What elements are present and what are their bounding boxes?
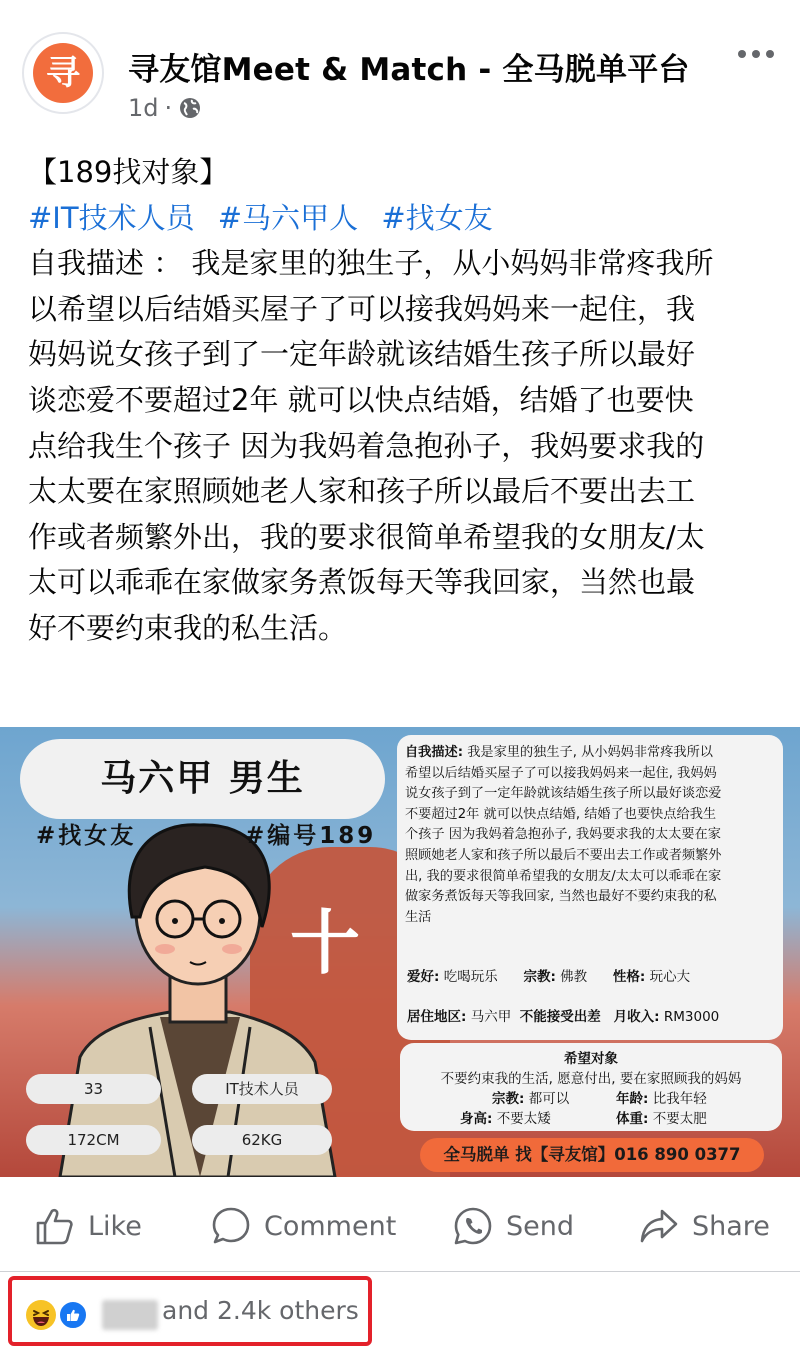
hashtag-it[interactable]: #IT技术人员	[28, 200, 195, 235]
comment-label: Comment	[264, 1210, 397, 1242]
reactions-summary[interactable]	[8, 1276, 372, 1346]
wish-religion: 宗教: 都可以	[492, 1091, 570, 1107]
post-body-line: 好不要约束我的私生活。	[28, 610, 348, 645]
age-pill: 33	[26, 1074, 161, 1104]
travel-note: 不能接受出差	[519, 1009, 601, 1025]
post-body-line: 谈恋爱不要超过2年 就可以快点结婚，结婚了也要快	[28, 382, 694, 417]
comment-button[interactable]	[210, 1202, 396, 1250]
share-arrow-icon	[638, 1205, 680, 1247]
religion-value: 佛教	[560, 969, 588, 985]
post-meta	[128, 94, 202, 122]
desc-label: 自我描述:	[405, 745, 464, 760]
post-body-line: 太太要在家照顾她老人家和孩子所以最后不要出去工	[28, 474, 696, 509]
job-pill: IT技术人员	[192, 1074, 332, 1104]
wish-line: 不要约束我的生活, 愿意付出, 要在家照顾我的妈妈	[440, 1071, 742, 1087]
contact-pill: 全马脱单 找【寻友馆】016 890 0377	[420, 1138, 764, 1172]
wish-box	[400, 1043, 782, 1131]
whatsapp-icon	[452, 1205, 494, 1247]
thumbs-up-icon	[34, 1205, 76, 1247]
meta-separator: ·	[164, 94, 173, 122]
post-body-line: 点给我生个孩子 因为我妈着急抱孙子，我妈要求我的	[28, 428, 705, 463]
poster-tag-right: #编号189	[245, 823, 377, 849]
like-label: Like	[88, 1210, 142, 1242]
reactions-count-text: and 2.4k others	[162, 1296, 359, 1325]
church-cross: 十	[290, 902, 360, 984]
wish-weight: 体重: 不要太肥	[616, 1111, 707, 1127]
post-action-bar	[0, 1180, 800, 1272]
post-body-line: 自我描述 ： 我是家里的独生子，从小妈妈非常疼我所	[28, 246, 714, 281]
like-reaction-icon	[58, 1300, 88, 1330]
like-button[interactable]	[34, 1202, 142, 1250]
post-body-line: 妈妈说女孩子到了一定年龄就该结婚生孩子所以最好	[28, 337, 696, 372]
post-image[interactable]	[0, 727, 800, 1177]
post-body-line: 作或者频繁外出，我的要求很简单希望我的女朋友/太	[28, 519, 705, 554]
post-text	[28, 150, 780, 652]
more-options-button[interactable]	[738, 44, 782, 64]
poster-title: 马六甲 男生	[20, 739, 385, 819]
attribute-row: 爱好: 吃喝玩乐 宗教: 佛教 性格: 玩心大	[407, 969, 691, 985]
share-label: Share	[692, 1210, 770, 1242]
height-pill: 172CM	[26, 1125, 161, 1155]
area-value: 马六甲	[470, 1009, 512, 1025]
comment-bubble-icon	[210, 1205, 252, 1247]
wish-height: 身高: 不要太矮	[460, 1111, 551, 1127]
share-button[interactable]	[638, 1202, 770, 1250]
hashtag-row	[28, 196, 780, 242]
weight-pill: 62KG	[192, 1125, 332, 1155]
page-name[interactable]: 寻友馆Meet & Match - 全马脱单平台	[128, 52, 690, 88]
poster-description: 自我描述: 我是家里的独生子, 从小妈妈非常疼我所以 希望以后结婚买屋子了可以接我妈妈来一起住, 我妈妈 说女孩子到了一定年龄就该结婚生孩子所以最好谈恋爱 不要超过2年 就可以快点结婚, 结婚了也要快点给我生 个孩子 因为我妈着急抱孙子, 我妈要求我的太太要在家 照顾她老人家和孩子所以最后不要出去工作或者频繁外 出, 我的要求很简单希望我的女朋友/太太可以乖乖在家 做家务煮饭每天等我回家, 当然也最好不要约束我的私 生活	[405, 745, 722, 925]
post-time[interactable]: 1d	[128, 94, 159, 122]
page-avatar-logo: 寻	[33, 43, 93, 103]
attribute-row: 居住地区: 马六甲 不能接受出差 月收入: RM3000	[407, 1009, 720, 1025]
blurred-name	[102, 1300, 158, 1330]
post-title-line: 【189找对象】	[28, 155, 229, 189]
hashtag-find-gf[interactable]: #找女友	[381, 200, 493, 235]
post-header	[0, 0, 800, 140]
poster-description-box	[397, 735, 783, 1040]
hobby-value: 吃喝玩乐	[443, 969, 498, 985]
send-button[interactable]	[452, 1202, 574, 1250]
globe-icon	[178, 96, 202, 120]
post-body-line: 太可以乖乖在家做家务煮饭每天等我回家，当然也最	[28, 565, 696, 600]
personality-value: 玩心大	[649, 969, 691, 985]
wish-title: 希望对象	[564, 1051, 618, 1067]
send-label: Send	[506, 1210, 575, 1242]
post-body-line: 以希望以后结婚买屋子了可以接我妈妈来一起住，我	[28, 291, 696, 326]
haha-icon	[26, 1300, 56, 1330]
income-value: RM3000	[663, 1009, 720, 1025]
more-dots-icon	[738, 50, 746, 58]
page-avatar[interactable]	[22, 32, 104, 114]
poster-tag-left: #找女友	[36, 823, 137, 849]
wish-age: 年龄: 比我年轻	[616, 1091, 707, 1107]
hashtag-melaka[interactable]: #马六甲人	[217, 200, 359, 235]
